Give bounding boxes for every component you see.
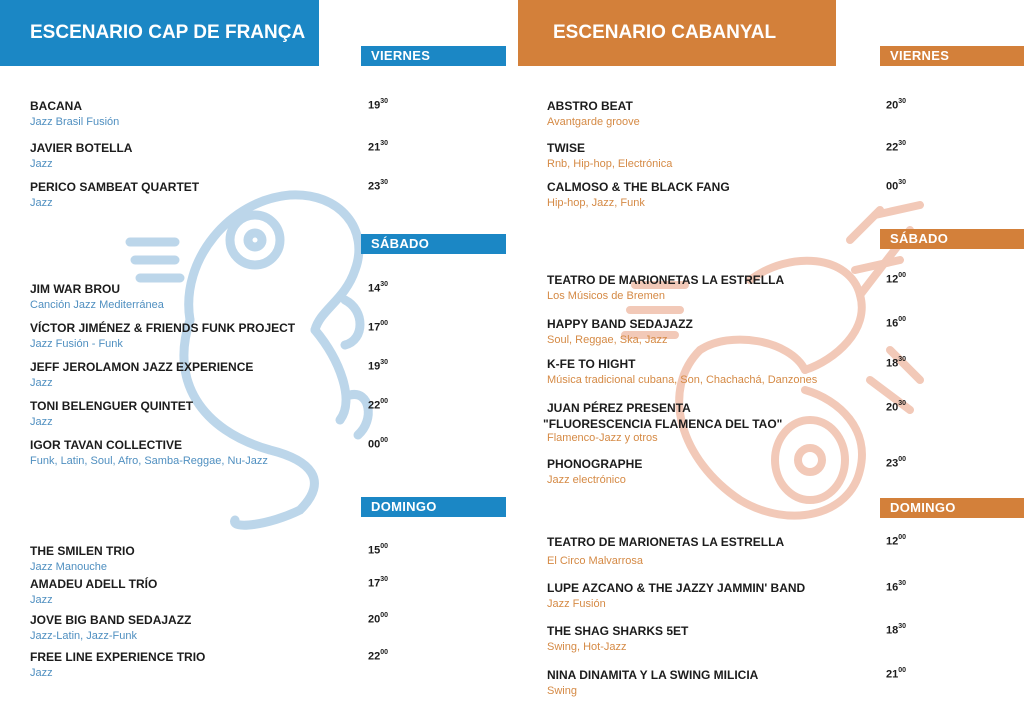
act-item xyxy=(547,99,640,129)
time-hour: 20 xyxy=(886,99,899,112)
act-name: THE SMILEN TRIO xyxy=(30,544,135,558)
act-genre: Jazz Fusión xyxy=(547,598,606,610)
time-hour: 15 xyxy=(368,544,381,557)
act-name: JEFF JEROLAMON JAZZ EXPERIENCE xyxy=(30,360,254,374)
time-minutes: 00 xyxy=(898,316,907,323)
act-genre: El Circo Malvarrosa xyxy=(547,555,643,567)
act-genre: Jazz xyxy=(30,197,53,209)
act-item xyxy=(30,613,191,643)
act-name: CALMOSO & THE BLACK FANG xyxy=(547,180,730,194)
time-hour: 20 xyxy=(368,613,381,626)
act-item xyxy=(547,141,672,171)
time-minutes: 30 xyxy=(380,576,389,583)
time-minutes: 30 xyxy=(380,98,389,105)
time-minutes: 00 xyxy=(380,649,389,656)
act-time xyxy=(886,535,906,548)
act-name: VÍCTOR JIMÉNEZ & FRIENDS FUNK PROJECT xyxy=(30,321,296,335)
act-time xyxy=(368,99,388,112)
day-label-sabado: SÁBADO xyxy=(361,234,506,254)
act-time xyxy=(368,577,388,590)
act-genre: Jazz xyxy=(30,416,53,428)
time-hour: 23 xyxy=(886,457,899,470)
act-name: JUAN PÉREZ PRESENTA xyxy=(547,401,691,415)
time-hour: 16 xyxy=(886,581,899,594)
act-genre: Swing, Hot-Jazz xyxy=(547,641,627,653)
act-item xyxy=(547,180,730,210)
act-time xyxy=(886,668,906,681)
time-minutes: 30 xyxy=(380,140,389,147)
act-time xyxy=(886,401,906,414)
act-genre: Los Músicos de Bremen xyxy=(547,290,665,302)
act-name: HAPPY BAND SEDAJAZZ xyxy=(547,317,693,331)
act-item xyxy=(547,317,693,347)
act-genre: Jazz xyxy=(30,667,53,679)
stage-title: ESCENARIO CABANYAL xyxy=(553,22,777,43)
act-item xyxy=(547,535,784,568)
stage-header-cabanyal xyxy=(518,0,836,66)
act-name: TWISE xyxy=(547,141,585,155)
time-minutes: 30 xyxy=(380,359,389,366)
time-minutes: 30 xyxy=(898,98,907,105)
act-time xyxy=(886,581,906,594)
act-item xyxy=(547,624,688,654)
time-hour: 18 xyxy=(886,357,899,370)
act-name: BACANA xyxy=(30,99,82,113)
act-item xyxy=(30,399,193,429)
act-genre: Jazz Manouche xyxy=(30,561,108,573)
act-time xyxy=(368,613,388,626)
time-hour: 14 xyxy=(368,282,381,295)
time-hour: 12 xyxy=(886,535,899,548)
act-time xyxy=(886,317,906,330)
act-genre: Soul, Reggae, Ska, Jazz xyxy=(547,334,668,346)
act-genre: Jazz xyxy=(30,158,53,170)
stage-title: ESCENARIO CAP DE FRANÇA xyxy=(30,22,306,43)
act-time xyxy=(368,438,388,451)
act-genre: Jazz Brasil Fusión xyxy=(30,116,120,128)
time-minutes: 30 xyxy=(898,356,907,363)
act-time xyxy=(886,357,906,370)
day-label-viernes: VIERNES xyxy=(361,46,506,66)
time-hour: 17 xyxy=(368,577,381,590)
time-minutes: 30 xyxy=(380,179,389,186)
act-item xyxy=(30,577,157,607)
time-hour: 22 xyxy=(368,650,381,663)
time-hour: 12 xyxy=(886,273,899,286)
act-time xyxy=(368,544,388,557)
act-subtitle: "FLUORESCENCIA FLAMENCA DEL TAO" xyxy=(543,417,783,431)
act-genre: Jazz electrónico xyxy=(547,474,626,486)
day-label-sabado: SÁBADO xyxy=(880,229,1024,249)
act-item xyxy=(30,650,205,680)
act-genre: Jazz xyxy=(30,377,53,389)
time-hour: 21 xyxy=(886,668,899,681)
act-name: TEATRO DE MARIONETAS LA ESTRELLA xyxy=(547,535,785,549)
time-minutes: 00 xyxy=(898,667,907,674)
act-time xyxy=(368,282,388,295)
time-hour: 21 xyxy=(368,141,381,154)
time-hour: 22 xyxy=(886,141,899,154)
day-label-viernes: VIERNES xyxy=(880,46,1024,66)
act-time xyxy=(886,99,906,112)
time-minutes: 30 xyxy=(380,281,389,288)
act-time xyxy=(368,360,388,373)
time-hour: 00 xyxy=(886,180,899,193)
act-time xyxy=(368,141,388,154)
day-label-domingo: DOMINGO xyxy=(361,497,506,517)
act-time xyxy=(368,180,388,193)
act-name: IGOR TAVAN COLLECTIVE xyxy=(30,438,182,452)
act-genre: Jazz-Latin, Jazz-Funk xyxy=(30,630,137,642)
act-name: PHONOGRAPHE xyxy=(547,457,643,471)
act-item xyxy=(30,438,268,468)
act-item xyxy=(30,321,295,351)
act-name: ABSTRO BEAT xyxy=(547,99,633,113)
time-minutes: 00 xyxy=(380,398,389,405)
act-item xyxy=(30,282,164,312)
act-time xyxy=(368,650,388,663)
act-genre: Canción Jazz Mediterránea xyxy=(30,299,164,311)
act-genre: Avantgarde groove xyxy=(547,116,640,128)
stage-header-cap-de-franca xyxy=(0,0,319,66)
act-name: THE SHAG SHARKS 5ET xyxy=(547,624,689,638)
act-time xyxy=(368,399,388,412)
act-time xyxy=(886,141,906,154)
act-time xyxy=(886,180,906,193)
time-hour: 20 xyxy=(886,401,899,414)
act-item xyxy=(547,357,817,387)
act-genre: Funk, Latin, Soul, Afro, Samba-Reggae, Nu-Jazz xyxy=(30,455,268,467)
time-hour: 19 xyxy=(368,99,381,112)
time-minutes: 30 xyxy=(898,400,907,407)
time-hour: 22 xyxy=(368,399,381,412)
time-minutes: 30 xyxy=(898,140,907,147)
act-genre: Música tradicional cubana, Son, Chachachá, Danzones xyxy=(547,374,818,386)
act-item xyxy=(30,360,253,390)
act-item xyxy=(547,273,784,303)
time-minutes: 30 xyxy=(898,179,907,186)
act-name: K-FE TO HIGHT xyxy=(547,357,636,371)
act-time xyxy=(886,624,906,637)
time-hour: 17 xyxy=(368,321,381,334)
time-hour: 19 xyxy=(368,360,381,373)
act-name: NINA DINAMITA Y LA SWING MILICIA xyxy=(547,668,759,682)
act-genre: Hip-hop, Jazz, Funk xyxy=(547,197,645,209)
act-genre: Swing xyxy=(547,685,577,697)
time-minutes: 00 xyxy=(380,612,389,619)
time-minutes: 00 xyxy=(898,534,907,541)
act-time xyxy=(886,457,906,470)
act-item xyxy=(547,668,758,698)
act-time xyxy=(886,273,906,286)
act-item xyxy=(543,401,783,445)
act-item xyxy=(30,180,199,210)
act-name: TONI BELENGUER QUINTET xyxy=(30,399,194,413)
act-name: JOVE BIG BAND SEDAJAZZ xyxy=(30,613,192,627)
act-name: JAVIER BOTELLA xyxy=(30,141,133,155)
act-time xyxy=(368,321,388,334)
act-item xyxy=(30,141,132,171)
act-name: FREE LINE EXPERIENCE TRIO xyxy=(30,650,206,664)
time-minutes: 00 xyxy=(898,456,907,463)
time-minutes: 00 xyxy=(898,272,907,279)
act-genre: Flamenco-Jazz y otros xyxy=(547,432,658,444)
time-hour: 23 xyxy=(368,180,381,193)
act-item xyxy=(30,544,135,574)
act-item xyxy=(30,99,119,129)
time-minutes: 00 xyxy=(380,543,389,550)
act-name: TEATRO DE MARIONETAS LA ESTRELLA xyxy=(547,273,785,287)
act-genre: Rnb, Hip-hop, Electrónica xyxy=(547,158,673,170)
day-label-domingo: DOMINGO xyxy=(880,498,1024,518)
act-item xyxy=(547,581,805,611)
act-genre: Jazz xyxy=(30,594,53,606)
act-name: AMADEU ADELL TRÍO xyxy=(30,577,158,591)
act-name: PERICO SAMBEAT QUARTET xyxy=(30,180,200,194)
act-name: LUPE AZCANO & THE JAZZY JAMMIN' BAND xyxy=(547,581,806,595)
time-hour: 18 xyxy=(886,624,899,637)
time-hour: 16 xyxy=(886,317,899,330)
time-minutes: 00 xyxy=(380,437,389,444)
act-item xyxy=(547,457,642,487)
time-hour: 00 xyxy=(368,438,381,451)
time-minutes: 30 xyxy=(898,623,907,630)
time-minutes: 30 xyxy=(898,580,907,587)
act-genre: Jazz Fusión - Funk xyxy=(30,338,123,350)
time-minutes: 00 xyxy=(380,320,389,327)
act-name: JIM WAR BROU xyxy=(30,282,120,296)
